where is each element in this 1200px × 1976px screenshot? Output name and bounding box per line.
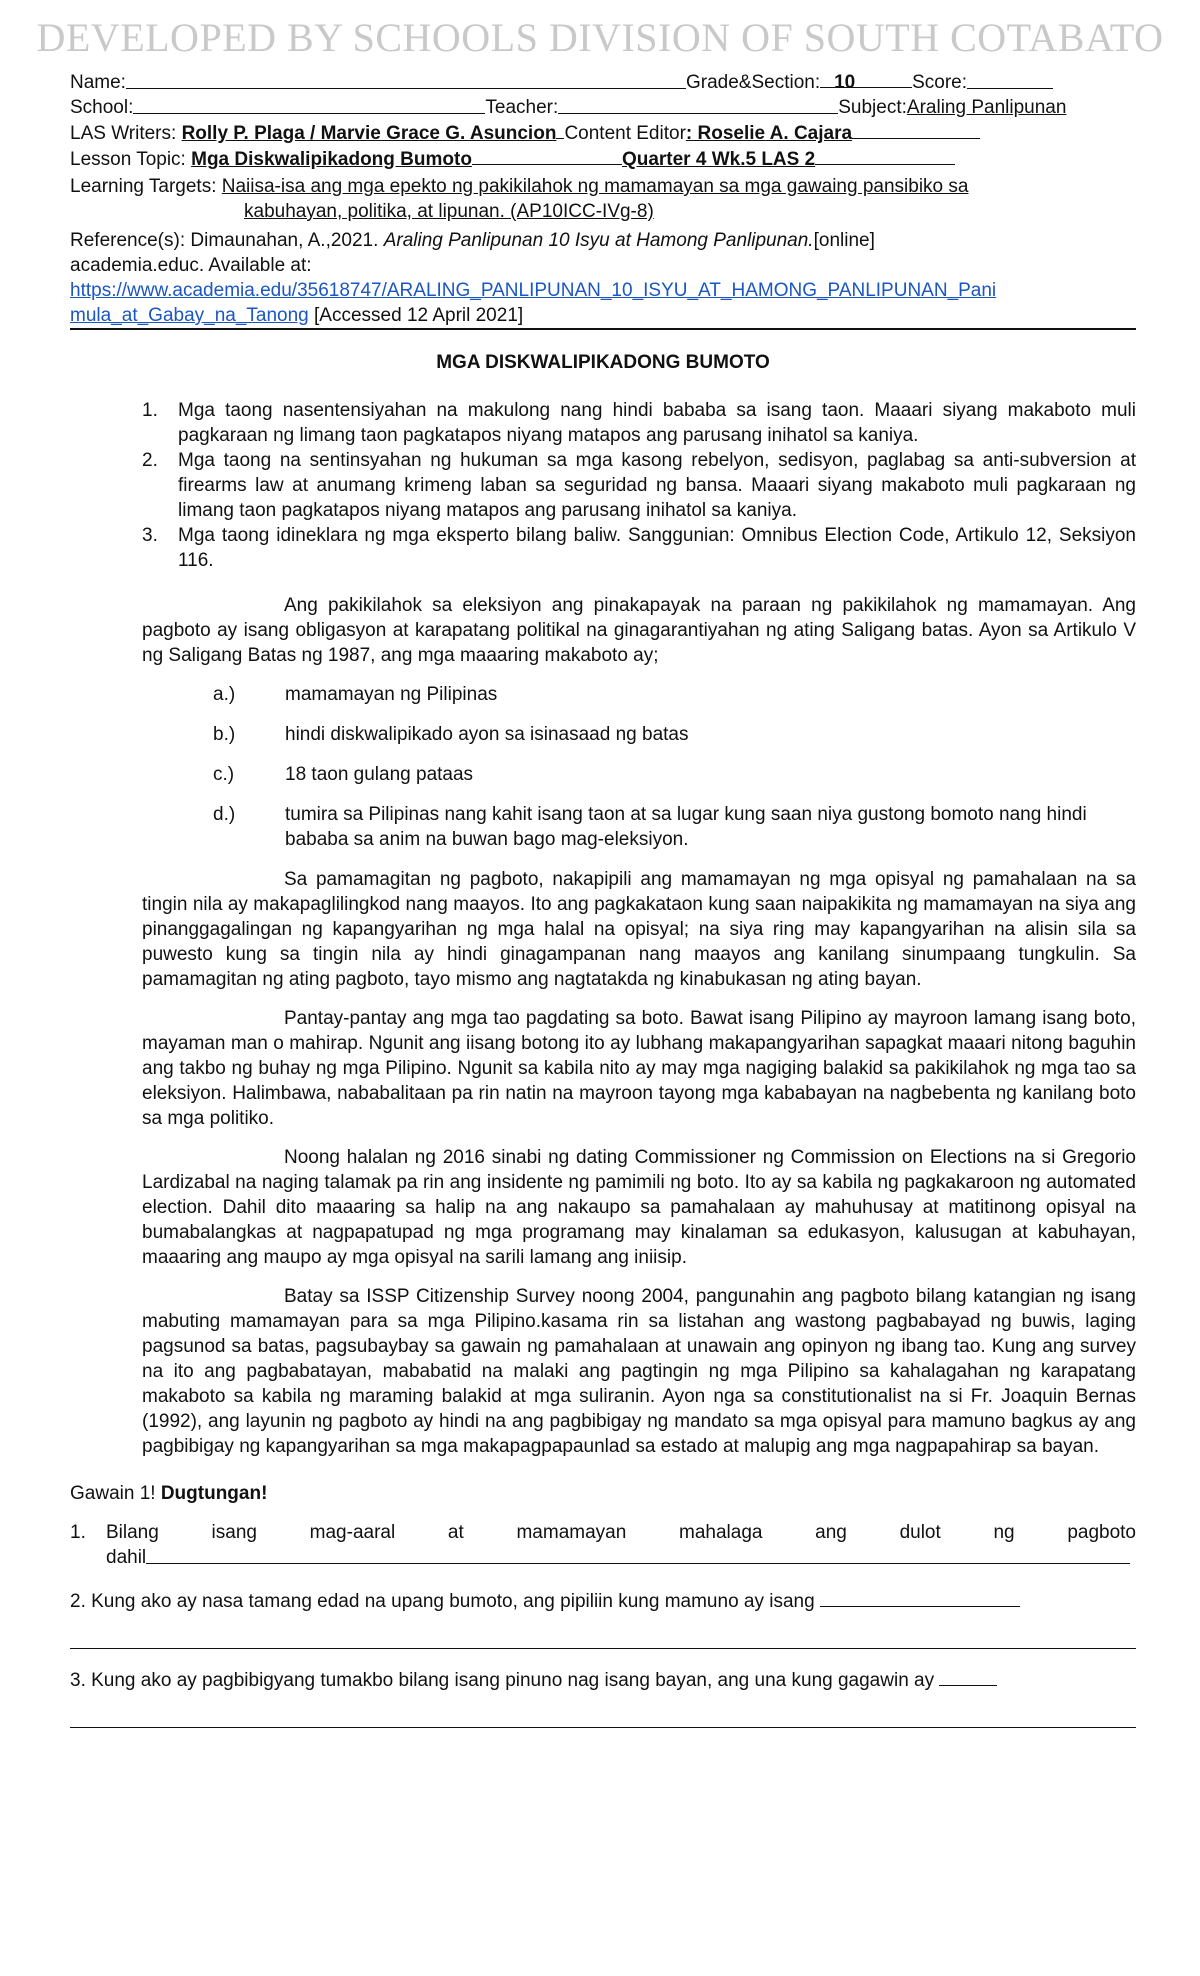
school-field[interactable] <box>133 95 485 114</box>
list-text: Mga taong idineklara ng mga eksperto bilang baliw. Sanggunian: Omnibus Election Code, Artikulo 12, Seksiyon 116. <box>178 525 1136 571</box>
topic-value: Mga Diskwalipikadong Bumoto <box>191 149 472 170</box>
score-field[interactable] <box>967 70 1053 89</box>
reference-link[interactable]: https://www.academia.edu/35618747/ARALING_PANLIPUNAN_10_ISYU_AT_HAMONG_PANLIPUNAN_Pani <box>70 280 997 301</box>
teacher-field[interactable] <box>558 95 838 114</box>
reference-label: Reference(s): Dimaunahan, A.,2021. <box>70 230 384 251</box>
question-2-text: 2. Kung ako ay nasa tamang edad na upang bumoto, ang pipiliin kung mamuno ay isang <box>70 1591 815 1612</box>
task-title: Dugtungan! <box>160 1483 268 1504</box>
paragraph: Noong halalan ng 2016 sinabi ng dating Commissioner ng Commission on Elections na si Gregorio Lardizabal na naging talamak pa rin ang insidente ng pamimili ng boto. Ito ay sa kabila ng pagkakaroon ng automated election. Dahil dito maaaring sa halip na ang nakaupo sa pamahalaan ay mahuhusay at matitinong opisyal na bumabalangkas at nagpapatupad ng mga programang may kinalaman sa edukasyon, kalusugan at kabuhayan, maaaring ang maupo ay mga opisyal na sarili lamang ang iniisip. <box>142 1147 1136 1268</box>
reference-accessed: [Accessed 12 April 2021] <box>308 305 524 326</box>
grade-section-value: 10 <box>834 72 856 93</box>
answer-field-3[interactable] <box>939 1667 997 1686</box>
list-text: hindi diskwalipikado ayon sa isinasaad ng batas <box>285 724 689 745</box>
reference-title: Araling Panlipunan 10 Isyu at Hamong Panlipunan. <box>383 230 814 251</box>
list-letter: d.) <box>213 804 236 825</box>
question-number: 1. <box>70 1522 86 1543</box>
header-row-topic <box>70 146 1136 172</box>
teacher-label: Teacher: <box>485 97 559 118</box>
score-label: Score: <box>912 72 968 93</box>
header-row-name <box>70 70 1136 95</box>
list-item <box>213 682 1136 707</box>
qualified-list <box>70 682 1136 852</box>
editor-value: : Roselie A. Cajara <box>685 123 853 144</box>
question-1-cont: dahil <box>106 1547 147 1568</box>
question-3 <box>70 1667 1136 1693</box>
name-label: Name: <box>70 72 126 93</box>
header-row-targets <box>70 174 1136 199</box>
answer-line-2[interactable] <box>70 1622 1136 1649</box>
list-letter: a.) <box>213 684 236 705</box>
lesson-title: MGA DISKWALIPIKADONG BUMOTO <box>436 352 770 373</box>
list-text: tumira sa Pilipinas nang kahit isang taon at sa lugar kung saan niya gustong bomoto nang hindi bababa sa anim na buwan bago mag-eleksiyon. <box>285 804 1087 850</box>
writers-value: Rolly P. Plaga / Marvie Grace G. Asuncion <box>181 123 557 144</box>
word: Bilang <box>106 1522 159 1543</box>
school-label: School: <box>70 97 134 118</box>
question-1-words <box>106 1520 1136 1545</box>
reference-url-line <box>70 278 1136 303</box>
targets-label: Learning Targets: <box>70 176 222 197</box>
reference-tail: [online] <box>813 230 875 251</box>
answer-line-3[interactable] <box>70 1701 1136 1728</box>
list-item <box>70 448 1136 523</box>
topic-label: Lesson Topic: <box>70 149 192 170</box>
paragraph: Batay sa ISSP Citizenship Survey noong 2004, pangunahin ang pagboto bilang katangian ng isang mabuting mamamayan para sa mga Pilipino.kasama rin sa listahan ang wastong pagbabayad ng buwis, laging pagsunod sa batas, pagsubaybay sa gawain ng pamahalaan at unawain ang opinyon ng ibang tao. Kung ang survey na ito ang pagbabatayan, mababatid na malaki ang pagtingin ng mga Pilipino sa kahalagahan ng karapatang makaboto sa kabila ng maraming balakid at mga suliranin. Ayon nga sa constitutionalist na si Fr. Joaquin Bernas (1992), ang layunin ng pagboto ay hindi na ang pagbibigay ng mandato sa mga opisyal para mamuno bagkus ay ang pagbibigay ng kapangyarihan sa mga makapagpapaunlad sa estado at malupig ang mga nagpapahirap sa bayan. <box>142 1286 1136 1457</box>
question-1 <box>70 1520 1136 1570</box>
editor-label: Content Editor <box>564 123 686 144</box>
answer-field-1[interactable] <box>146 1545 1130 1564</box>
list-item <box>213 762 1136 787</box>
word: pagboto <box>1067 1522 1136 1543</box>
list-number: 1. <box>142 400 158 421</box>
subject-label: Subject: <box>838 97 907 118</box>
reference-link-cont[interactable]: mula_at_Gabay_na_Tanong <box>70 305 309 326</box>
grade-section-label: Grade&Section: <box>685 72 821 93</box>
list-item <box>213 802 1136 852</box>
quarter-value: Quarter 4 Wk.5 LAS 2 <box>621 149 816 170</box>
subject-value: Araling Panlipunan <box>906 97 1067 118</box>
word: isang <box>211 1522 257 1543</box>
paragraph: Pantay-pantay ang mga tao pagdating sa boto. Bawat isang Pilipino ay mayroon lamang isang boto, mayaman man o mahirap. Ngunit ang iisang botong ito ay lubhang makapangyarihan sapagkat maaari nitong baguhin ang takbo ng buhay ng mga Pilipino. Ngunit sa kabila nito ay may mga nagiging balakid sa pakikilahok ng mga tao sa eleksiyon. Halimbawa, nababalitaan pa rin natin na mayroon tayong mga kababayan na nagbebenta ng kanilang boto sa mga politiko. <box>142 1008 1136 1129</box>
paragraph: Ang pakikilahok sa eleksiyon ang pinakapayak na paraan ng pakikilahok ng mamamayan. Ang pagboto ay isang obligasyon at karapatang politikal na ginagarantiyahan ng ating Saligang batas. Ayon sa Artikulo V ng Saligang Batas ng 1987, ang mga maaaring makaboto ay; <box>142 595 1136 666</box>
word: dulot <box>899 1522 941 1543</box>
word: mamamayan <box>516 1522 627 1543</box>
list-item <box>213 722 1136 747</box>
name-field[interactable] <box>126 70 686 89</box>
grade-section-field[interactable] <box>820 70 912 93</box>
list-number: 3. <box>142 525 158 546</box>
list-letter: c.) <box>213 764 235 785</box>
task-label: Gawain 1! <box>70 1483 161 1504</box>
question-3-text: 3. Kung ako ay pagbibigyang tumakbo bilang isang pinuno nag isang bayan, ang una kung gagawin ay <box>70 1670 935 1691</box>
list-text: Mga taong nasentensiyahan na makulong nang hindi bababa sa isang taon. Maaari siyang makaboto muli pagkaraan ng limang taon pagkatapos niyang matapos ang parusang inihatol sa kaniya. <box>178 400 1136 446</box>
watermark: DEVELOPED BY SCHOOLS DIVISION OF SOUTH COTABATO <box>36 15 1164 60</box>
header-row-writers <box>70 120 1136 146</box>
word: ng <box>993 1522 1015 1543</box>
header-row-school <box>70 95 1136 120</box>
list-number: 2. <box>142 450 158 471</box>
answer-field-2[interactable] <box>820 1588 1020 1607</box>
reference-line-2: academia.educ. Available at: <box>70 255 312 276</box>
targets-line2: kabuhayan, politika, at lipunan. (AP10ICC-IVg-8) <box>244 201 654 222</box>
targets-line1: Naiisa-isa ang mga epekto ng pakikilahok ng mamamayan sa mga gawaing pansibiko sa <box>221 176 969 197</box>
writers-label: LAS Writers: <box>70 123 182 144</box>
question-2 <box>70 1588 1136 1614</box>
list-text: 18 taon gulang pataas <box>285 764 474 785</box>
reference-url-line-2 <box>70 303 1136 330</box>
task-heading <box>70 1481 1136 1506</box>
paragraph: Sa pamamagitan ng pagboto, nakapipili ang mamamayan ng mga opisyal ng pamahalaan na sa tingin nila ay makapaglilingkod nang maayos. Ito ang pagkakataon kung saan naipakikita ng mamamayan na siya ang pinanggagalingan ng kapangyarihan ng mga halal na opisyal; na siya ring may kapangyarihan na alisin sila sa puwesto kung sa tingin nila ay hindi ginagampanan nang maayos ang kanilang sinumpaang tungkulin. Sa pamamagitan ng ating pagboto, tayo mismo ang nagtatakda ng kinabukasan ng ating bayan. <box>142 869 1136 990</box>
list-item <box>70 523 1136 573</box>
header-row-targets-2 <box>70 199 1136 224</box>
list-text: mamamayan ng Pilipinas <box>285 684 498 705</box>
disqualified-list <box>70 398 1136 573</box>
list-item <box>70 398 1136 448</box>
word: at <box>447 1522 464 1543</box>
list-letter: b.) <box>213 724 236 745</box>
word: ang <box>815 1522 847 1543</box>
word: mahalaga <box>679 1522 763 1543</box>
worksheet <box>70 70 1136 1728</box>
word: mag-aaral <box>309 1522 396 1543</box>
reference-line-1 <box>70 228 1136 253</box>
list-text: Mga taong na sentinsyahan ng hukuman sa mga kasong rebelyon, sedisyon, paglabag sa anti-subversion at firearms law at anumang krimeng laban sa seguridad ng bansa. Maaari siyang makaboto muli pagkaraan ng limang taon pagkatapos niyang matapos ang parusang inihatol sa kaniya. <box>178 450 1136 521</box>
